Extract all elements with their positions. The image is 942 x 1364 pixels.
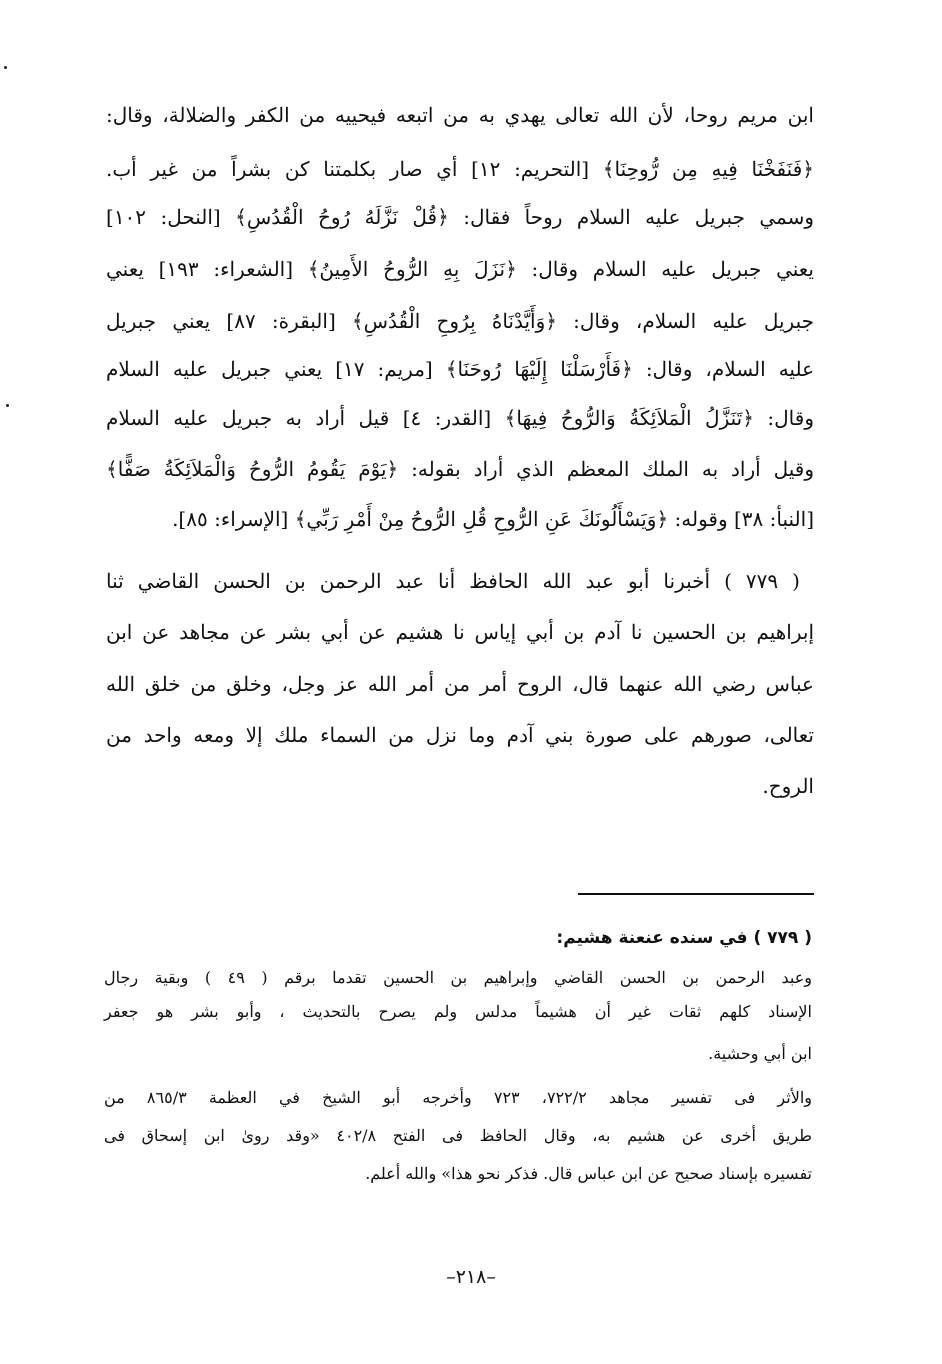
hadith-line: ( ٧٧٩ ) أخبرنا أبو عبد الله الحافظ أنا عبد الرحمن بن الحسن القاضي ثنا [106,569,800,593]
body-line: وقال: ﴿تَنَزَّلُ الْمَلاَئِكَةُ وَالرُّوحُ فِيهَا﴾ [القدر: ٤] قيل أراد به جبريل عليه السلام [106,406,814,430]
margin-mark [4,66,7,69]
footnote-line: وعبد الرحمن بن الحسن القاضي وإبراهيم بن الحسين تقدما برقم ( ٤٩ ) وبقية رجال [104,968,813,987]
page-number: –٢١٨– [446,1266,496,1288]
footnote-line: الإسناد كلهم ثقات غير أن هشيماً مدلس ولم يصرح بالتحديث ، وأبو بشر هو جعفر [104,1002,812,1021]
footnote-heading: ( ٧٧٩ ) في سنده عنعنة هشيم: [556,928,812,948]
body-line: وسمي جبريل عليه السلام روحاً فقال: ﴿قُلْ نَزَّلَهُ رُوحُ الْقُدُسِ﴾ [النحل: ١٠٢] [106,205,814,229]
hadith-line: تعالى، صورهم على صورة بني آدم وما نزل من السماء ملك إلا ومعه واحد من [106,723,814,747]
body-line: ابن مريم روحا، لأن الله تعالى يهدي به من اتبعه فيحييه من الكفر والضلالة، وقال: [106,103,814,127]
hadith-line: الروح. [762,774,814,798]
footnote-line: طريق أخرى عن هشيم به، وقال الحافظ فى الفتح ٤٠٢/٨ «وقد روىٰ ابن إسحاق فى [104,1126,813,1145]
footnote-line: ابن أبي وحشية. [708,1044,812,1063]
footnote-separator [578,893,814,895]
footnote-line: والأثر فى تفسير مجاهد ٧٢٢/٢، ٧٢٣ وأخرجه أبو الشيخ في العظمة ٨٦٥/٣ من [104,1088,813,1107]
body-line: يعني جبريل عليه السلام وقال: ﴿نَزَلَ بِهِ الرُّوحُ الأَمِينُ﴾ [الشعراء: ١٩٣] يعني [106,257,814,281]
body-line: جبريل عليه السلام، وقال: ﴿وَأَيَّدْنَاهُ بِرُوحِ الْقُدُسِ﴾ [البقرة: ٨٧] يعني جبريل [106,309,814,333]
body-line: عليه السلام، وقال: ﴿فَأَرْسَلْنَا إِلَيْهَا رُوحَنَا﴾ [مريم: ١٧] يعني جبريل عليه السلام [106,357,815,381]
margin-mark [6,404,9,407]
body-line: [النبأ: ٣٨] وقوله: ﴿وَيَسْأَلُونَكَ عَنِ الرُّوحِ قُلِ الرُّوحُ مِنْ أَمْرِ رَبِّي﴾ [الإسراء: ٨٥]. [172,507,814,531]
body-line: ﴿فَنَفَخْنَا فِيهِ مِن رُّوحِنَا﴾ [التحريم: ١٢] أي صار بكلمتنا كن بشراً من غير أب. [106,157,814,181]
hadith-line: إبراهيم بن الحسين نا آدم بن أبي إياس نا هشيم عن أبي بشر عن مجاهد عن ابن [106,620,814,644]
footnote-line: تفسيره بإسناد صحيح عن ابن عباس قال. فذكر نحو هذا» والله أعلم. [365,1164,812,1183]
hadith-line: عباس رضي الله عنهما قال، الروح أمر من أمر الله عز وجل، وخلق من خلق الله [106,672,814,696]
body-line: وقيل أراد به الملك المعظم الذي أراد بقوله: ﴿يَوْمَ يَقُومُ الرُّوحُ وَالْمَلاَئِكَةُ صَفًّا﴾ [106,457,814,481]
